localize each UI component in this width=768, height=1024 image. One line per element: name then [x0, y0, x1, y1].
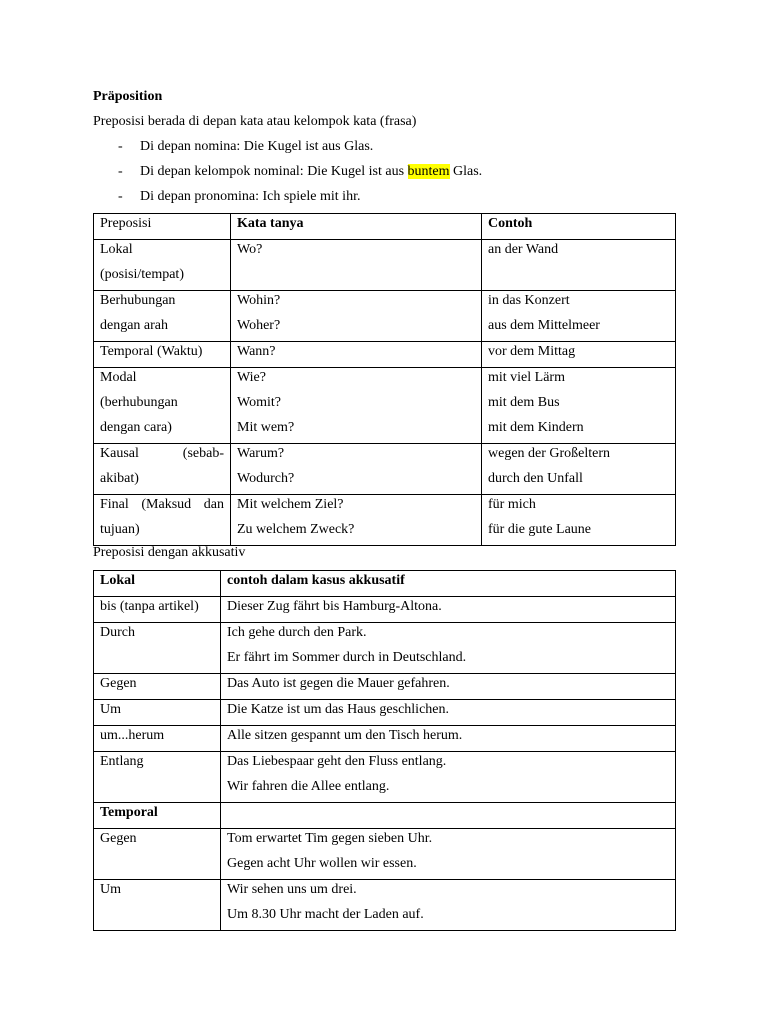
header-cell: Lokal — [94, 571, 221, 597]
bullet-marker: - — [118, 139, 123, 154]
table-cell: Tom erwartet Tim gegen sieben Uhr. Gegen acht Uhr wollen wir essen. — [221, 829, 676, 880]
table-row — [94, 829, 676, 880]
header-cell: Preposisi — [94, 214, 231, 240]
table-row — [94, 444, 676, 495]
table-cell: vor dem Mittag — [482, 342, 676, 368]
table-header-row — [94, 214, 676, 240]
table-cell: Wo? — [231, 240, 482, 291]
table-cell: Alle sitzen gespannt um den Tisch herum. — [221, 726, 676, 752]
bullet-item: Di depan pronomina: Ich spiele mit ihr. — [140, 189, 361, 204]
table-cell: Die Katze ist um das Haus geschlichen. — [221, 700, 676, 726]
highlighted-word: buntem — [407, 164, 450, 179]
header-cell: Contoh — [482, 214, 676, 240]
table-cell: wegen der Großeltern durch den Unfall — [482, 444, 676, 495]
table-cell: Gegen — [94, 829, 221, 880]
header-cell: Kata tanya — [231, 214, 482, 240]
table-cell: Um — [94, 880, 221, 931]
bullet-item — [140, 164, 482, 180]
table-cell: Durch — [94, 623, 221, 674]
table-row — [94, 803, 676, 829]
akkusativ-table — [93, 570, 676, 931]
table-row — [94, 674, 676, 700]
table-cell: an der Wand — [482, 240, 676, 291]
table-row — [94, 726, 676, 752]
intro-text: Preposisi berada di depan kata atau kelompok kata (frasa) — [93, 114, 417, 129]
table-cell: Ich gehe durch den Park. Er fährt im Sommer durch in Deutschland. — [221, 623, 676, 674]
table-cell: Warum? Wodurch? — [231, 444, 482, 495]
table-cell: um...herum — [94, 726, 221, 752]
table-row — [94, 240, 676, 291]
table-row — [94, 342, 676, 368]
table-cell: für mich für die gute Laune — [482, 495, 676, 546]
table-row — [94, 291, 676, 342]
heading: Präposition — [93, 89, 163, 104]
table-row — [94, 700, 676, 726]
table-cell: Wir sehen uns um drei. Um 8.30 Uhr macht der Laden auf. — [221, 880, 676, 931]
table-cell: Final (Maksud dan tujuan) — [94, 495, 231, 546]
table-cell: Dieser Zug fährt bis Hamburg-Altona. — [221, 597, 676, 623]
table-cell: Lokal (posisi/tempat) — [94, 240, 231, 291]
table-header-row — [94, 571, 676, 597]
table-cell: Wohin? Woher? — [231, 291, 482, 342]
table-cell: in das Konzert aus dem Mittelmeer — [482, 291, 676, 342]
bullet-item: Di depan nomina: Die Kugel ist aus Glas. — [140, 139, 374, 154]
header-cell: contoh dalam kasus akkusatif — [221, 571, 676, 597]
bullet-text: Di depan kelompok nominal: Die Kugel ist aus — [140, 164, 408, 179]
table-cell: Gegen — [94, 674, 221, 700]
table-cell: Entlang — [94, 752, 221, 803]
table-cell: Berhubungan dengan arah — [94, 291, 231, 342]
table-row — [94, 880, 676, 931]
table-cell: Wie? Womit? Mit wem? — [231, 368, 482, 444]
table-row — [94, 623, 676, 674]
table-cell: Temporal (Waktu) — [94, 342, 231, 368]
table-cell: Wann? — [231, 342, 482, 368]
table-cell: Kausal (sebab- akibat) — [94, 444, 231, 495]
bullet-marker: - — [118, 164, 123, 179]
table-cell: mit viel Lärm mit dem Bus mit dem Kindern — [482, 368, 676, 444]
bullet-text: Glas. — [449, 164, 483, 179]
table-cell: bis (tanpa artikel) — [94, 597, 221, 623]
table-cell: Um — [94, 700, 221, 726]
table-cell: Das Auto ist gegen die Mauer gefahren. — [221, 674, 676, 700]
table-cell: Temporal — [94, 803, 221, 829]
bullet-marker: - — [118, 189, 123, 204]
section-title: Preposisi dengan akkusativ — [93, 545, 246, 560]
preposition-table — [93, 213, 676, 546]
table-row — [94, 597, 676, 623]
table-row — [94, 368, 676, 444]
table-cell: Mit welchem Ziel? Zu welchem Zweck? — [231, 495, 482, 546]
table-cell: Das Liebespaar geht den Fluss entlang. Wir fahren die Allee entlang. — [221, 752, 676, 803]
table-cell — [221, 803, 676, 829]
table-cell: Modal (berhubungan dengan cara) — [94, 368, 231, 444]
table-row — [94, 495, 676, 546]
table-row — [94, 752, 676, 803]
